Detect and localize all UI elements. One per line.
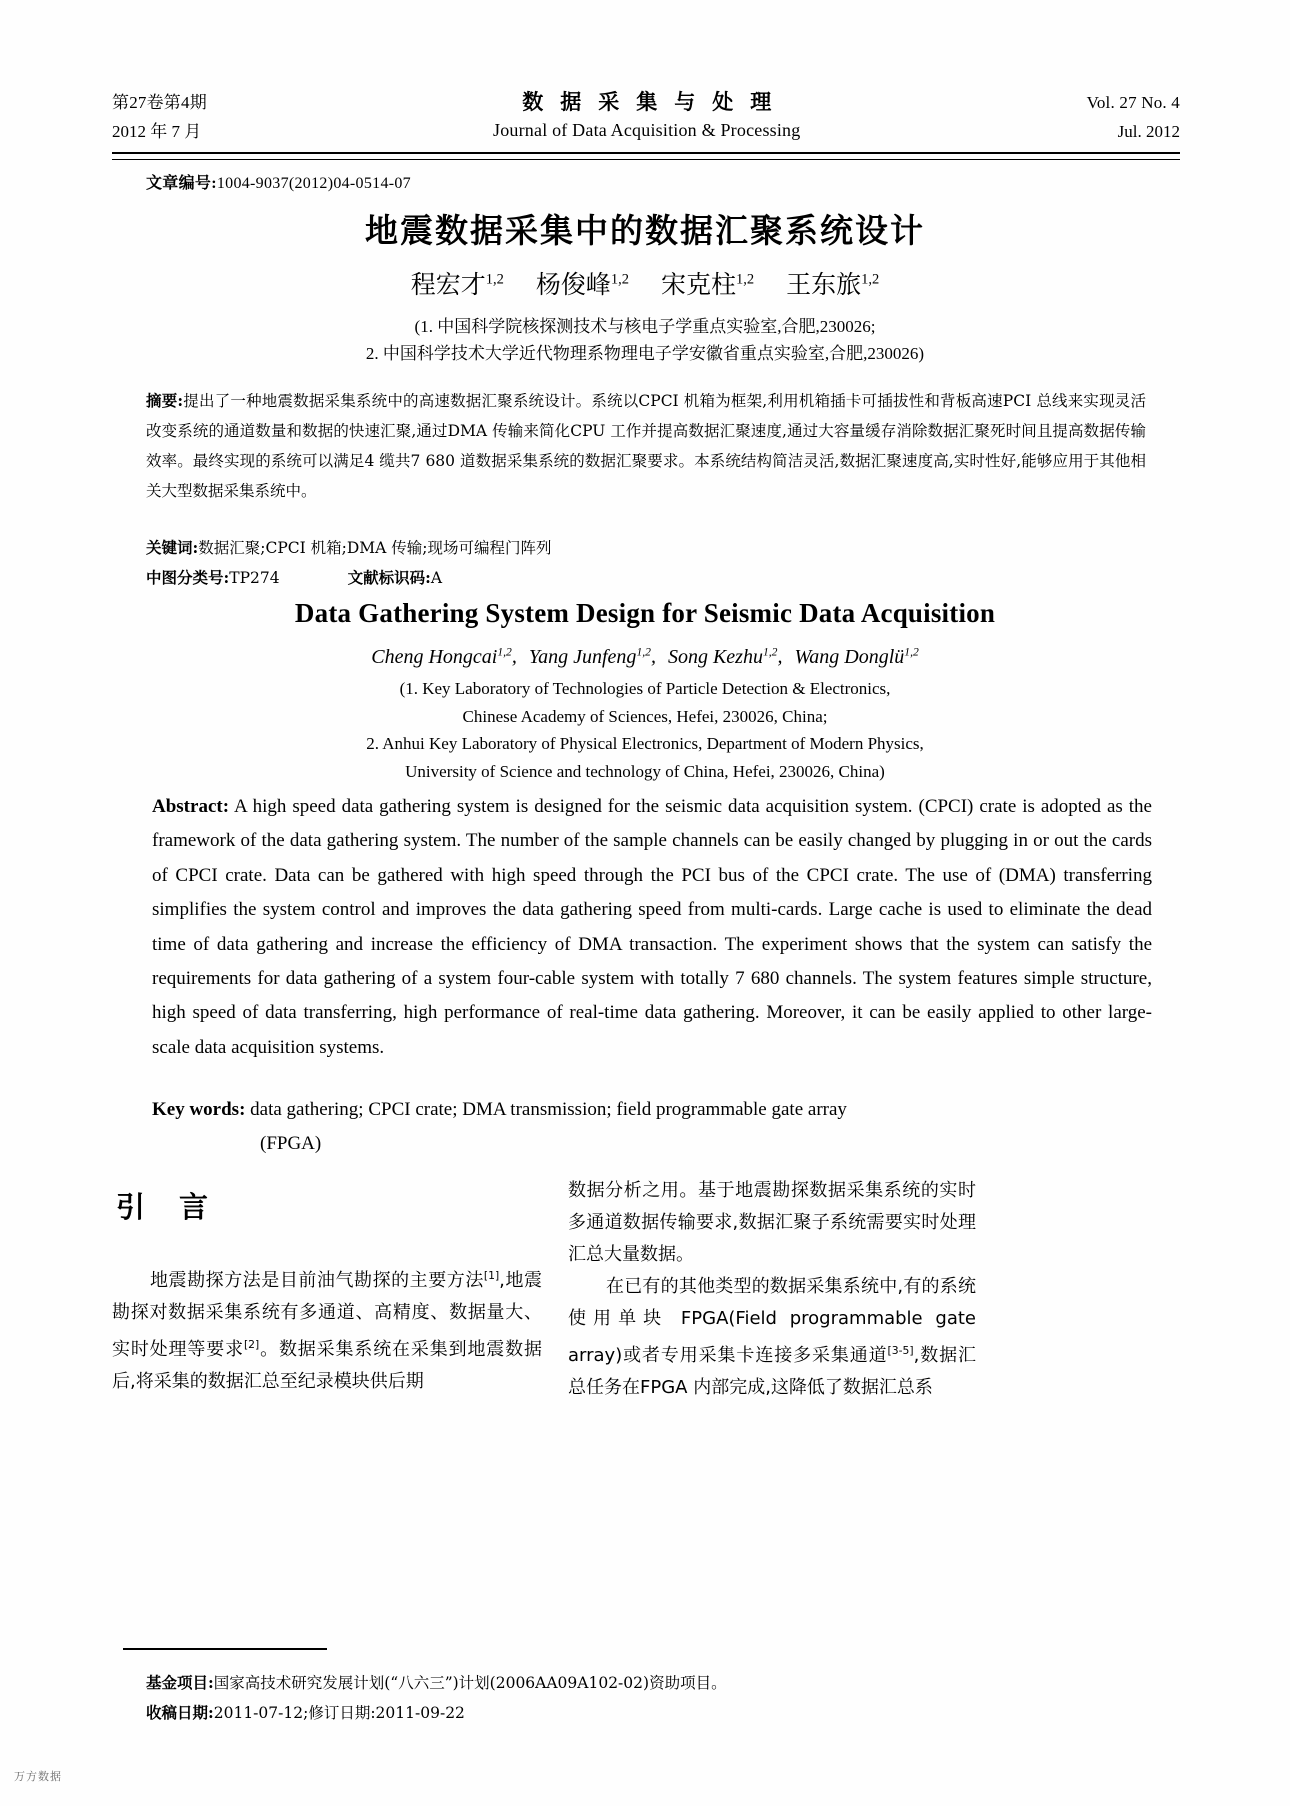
running-head-center [493,88,800,144]
author-en-name: Wang Donglü [794,645,905,668]
author-cn-affil-mark: 1,2 [485,271,504,288]
keywords-en-label: Key words: [152,1099,246,1120]
keywords-en-line2: (FPGA) [260,1133,322,1155]
volume-issue: 第27卷第4期 [112,93,207,112]
author-cn [411,272,504,299]
keywords-en [152,1093,1152,1162]
article-number [146,170,411,193]
volume-issue-en: Vol. 27 No. 4 [1086,93,1180,112]
running-head-right [1087,88,1180,146]
journal-title-cn: 数据采集与处理 [522,90,789,114]
body-column-left [112,1185,542,1398]
author-cn-name: 宋克柱 [661,272,737,299]
author-en-affil-mark: 1,2 [904,645,919,658]
author-cn [536,272,629,299]
author-en-affil-mark: 1,2 [762,645,778,658]
abstract-cn [146,386,1146,506]
footnote-date-label: 收稿日期: [146,1703,214,1722]
footnote-divider [123,1648,327,1650]
author-en [529,646,651,668]
body-paragraph-text: 地震勘探方法是目前油气勘探的主要方法[1],地震勘探对数据采集系统有多通道、高精度、数据量大、实时处理等要求[2]。数据采集系统在采集到地震数据后,将采集的数据汇总至纪录模块供后期 [112,1269,543,1392]
clc-line [146,563,1146,593]
author-cn-affil-mark: 1,2 [610,271,629,288]
affiliation-cn-line: (1. 中国科学院核探测技术与核电子学重点实验室,合肥,230026; [414,317,876,336]
abstract-en-text: A high speed data gathering system is designed for the seismic data acquisition system. (CPCI) crate is adopted as the framework of the data gathering system. The number of the sample channels can be easily changed by plugging in or out the cards of CPCI crate. Data can be gathered with high speed through the PCI bus of the CPCI crate. The use of (DMA) transferring simplifies the system control and improves the data gathering speed from multi-cards. Large cache is used to eliminate the dead time of data gathering and increase the efficiency of DMA transaction. The experiment shows that the system can satisfy the requirements for data gathering of a system four-cable system with totally 7 680 channels. The system features simple structure, high speed of data transferring, high performance of real-time data gathering. Moreover, it can be easily applied to other large-scale data acquisition systems. [152,796,1152,1058]
affiliations-en [0,675,1290,785]
clc-label: 中图分类号: [146,568,230,587]
header-divider [112,152,1180,160]
keywords-cn [146,533,1146,563]
clc-value: TP274 [229,569,280,587]
page-title-en: Data Gathering System Design for Seismic Data Acquisition [294,598,996,628]
abstract-cn-text: 提出了一种地震数据采集系统中的高速数据汇聚系统设计。系统以CPCI 机箱为框架,利用机箱插卡可插拔性和背板高速PCI 总线来实现灵活改变系统的通道数量和数据的快速汇聚,通过DMA 传输来简化CPU 工作并提高数据汇聚速度,通过大容量缓存消除数据汇聚死时间且提高数据传输效率。最终实现的系统可以满足4 缆共7 680 道数据采集系统的数据汇聚要求。本系统结构简洁灵活,数据汇聚速度高,实时性好,能够应用于其他相关大型数据采集系统中。 [146,392,1146,500]
doc-code-label: 文献标识码: [347,568,431,587]
author-en [794,646,918,668]
section-heading-introduction: 引言 [116,1190,243,1224]
article-number-label: 文章编号: [146,175,217,192]
author-en-name: Yang Junfeng [528,645,637,668]
author-en-name: Song Kezhu [667,645,763,668]
running-head-left [112,88,207,146]
keywords-cn-text: 数据汇聚;CPCI 机箱;DMA 传输;现场可编程门阵列 [198,539,552,557]
affiliation-en-line: (1. Key Laboratory of Technologies of Particle Detection & Electronics, [399,679,891,698]
author-cn-affil-mark: 1,2 [736,271,755,288]
author-en-affil-mark: 1,2 [636,645,651,658]
affiliation-cn-line: 2. 中国科学技术大学近代物理系物理电子学安徽省重点实验室,合肥,230026) [365,344,925,363]
affiliation-en-line: University of Science and technology of China, Hefei, 230026, China) [405,761,885,781]
body-paragraph [112,1260,542,1398]
abstract-en [152,790,1152,1065]
author-en [371,646,512,668]
author-cn-name: 程宏才 [410,272,486,299]
author-cn [786,272,879,299]
affiliations-cn [0,313,1290,367]
body-paragraph [568,1175,976,1271]
affiliation-en-line: Chinese Academy of Sciences, Hefei, 230026, China; [462,706,828,726]
page-title-cn: 地震数据采集中的数据汇聚系统设计 [365,211,925,250]
footnote-date-text: 2011-07-12;修订日期:2011-09-22 [213,1704,465,1722]
footnote-dates [146,1698,1146,1728]
abstract-en-label: Abstract: [152,796,230,817]
issue-date-cn: 2012 年 7 月 [112,122,202,141]
journal-title-en: Journal of Data Acquisition & Processing [493,120,801,140]
watermark-label: 万方数据 [14,1770,62,1783]
footnote-fund [146,1668,1146,1698]
footnote-fund-label: 基金项目: [146,1673,214,1692]
body-paragraph [568,1271,976,1404]
author-cn [661,272,754,299]
authors-cn [0,265,1290,301]
running-head [112,88,1180,146]
author-cn-name: 杨俊峰 [535,272,611,299]
author-en [668,646,778,668]
body-paragraph-text: 在已有的其他类型的数据采集系统中,有的系统使用单块 FPGA(Field programmable gate array)或者专用采集卡连接多采集通道[3-5],数据汇总任务在FPGA 内部完成,这降低了数据汇总系 [568,1276,976,1398]
author-cn-name: 王东旅 [786,272,862,299]
footnote-block [146,1668,1146,1728]
issue-date-en: Jul. 2012 [1117,122,1180,141]
affiliation-en-line: 2. Anhui Key Laboratory of Physical Electronics, Department of Modern Physics, [366,734,924,753]
author-cn-affil-mark: 1,2 [861,271,880,288]
abstract-cn-label: 摘要: [146,391,184,410]
footnote-fund-text: 国家高技术研究发展计划(“八六三”)计划(2006AA09A102-02)资助项目。 [213,1674,727,1692]
keywords-en-text: data gathering; CPCI crate; DMA transmission; field programmable gate array [245,1099,847,1120]
body-column-right [568,1175,976,1404]
article-number-value: 1004-9037(2012)04-0514-07 [216,175,411,192]
authors-en: Cheng Hongcai$^{1,2}$, Yang Junfeng$^{1,2}$, Song Kezhu$^{1,2}$, Wang Donglü$^{1,2}$ [371,645,919,668]
author-en-affil-mark: 1,2 [497,645,512,658]
doc-code-value: A [430,569,443,587]
author-en-name: Cheng Hongcai [371,645,498,668]
body-paragraph-text: 数据分析之用。基于地震勘探数据采集系统的实时多通道数据传输要求,数据汇聚子系统需要实时处理汇总大量数据。 [568,1180,976,1265]
keywords-cn-label: 关键词: [146,538,199,557]
